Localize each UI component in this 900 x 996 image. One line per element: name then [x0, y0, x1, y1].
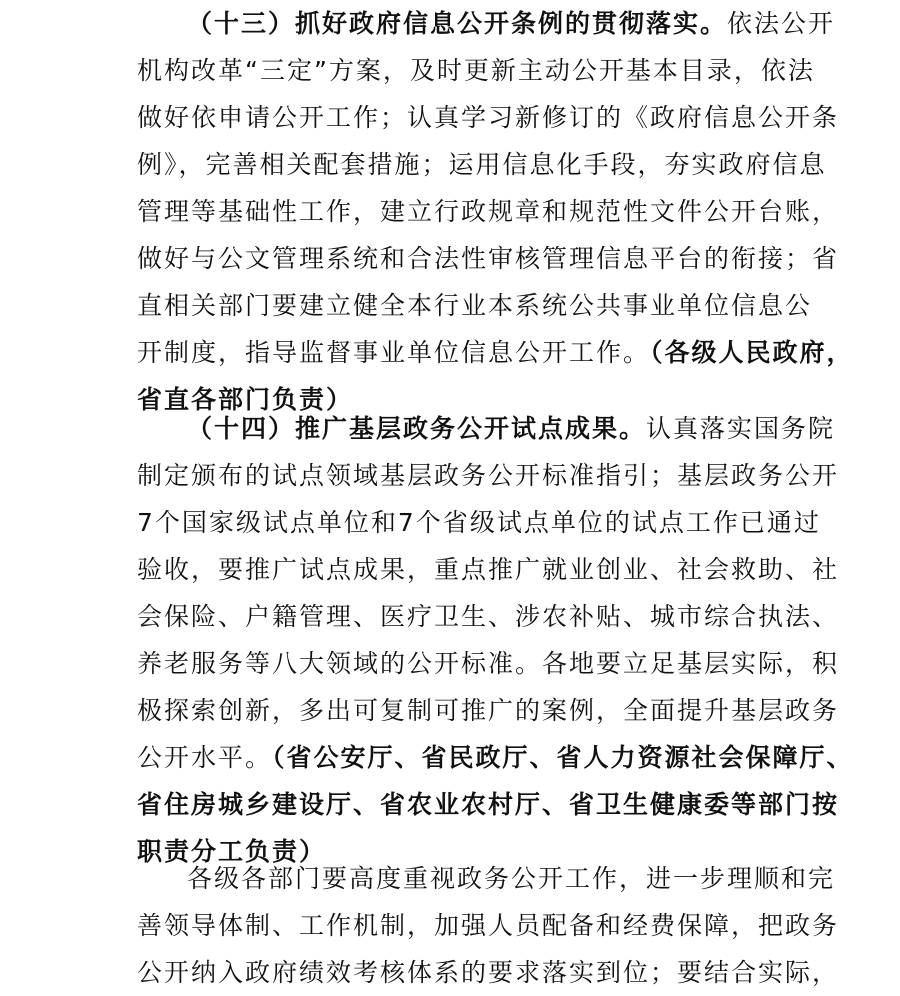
section-13-line-6: 做好与公文管理系统和合法性审核管理信息平台的衔接；省	[137, 244, 840, 273]
section-13-line-1-text: 依法公开	[727, 9, 836, 38]
section-14-line-5: 会保险、户籍管理、医疗卫生、涉农补贴、城市综合执法、	[137, 602, 840, 631]
closing-line-3: 公开纳入政府绩效考核体系的要求落实到位；要结合实际，	[137, 958, 840, 987]
section-14-line-6: 养老服务等八大领域的公开标准。各地要立足基层实际，积	[137, 649, 840, 678]
section-13-line-5: 管理等基础性工作，建立行政规章和规范性文件公开台账，	[137, 197, 840, 226]
section-13-line-8-text: 开制度，指导监督事业单位信息公开工作。	[137, 338, 651, 367]
closing-line-2: 善领导体制、工作机制，加强人员配备和经费保障，把政务	[137, 911, 840, 940]
section-13-responsibility-note: （各级人民政府，	[650, 338, 854, 367]
section-14-line-2: 制定颁布的试点领域基层政务公开标准指引；基层政务公开	[137, 461, 840, 490]
section-14-heading: （十四）推广基层政务公开试点成果。	[187, 414, 647, 443]
section-14-line-3: 7个国家级试点单位和7个省级试点单位的试点工作已通过	[137, 508, 821, 537]
section-14-line-1	[137, 405, 836, 452]
section-13-responsibility-note-end: 省直各部门负责）	[137, 385, 354, 414]
section-13-line-1	[137, 0, 836, 47]
closing-paragraph	[137, 855, 840, 996]
section-14-responsibility-note-line-3: 职责分工负责）	[137, 837, 327, 866]
section-14-responsibility-note: （省公安厅、省民政厅、省人力资源社会保障厅、	[272, 743, 854, 772]
closing-line-1: 各级各部门要高度重视政务公开工作，进一步理顺和完	[187, 864, 836, 893]
section-14-line-1-text: 认真落实国务院	[646, 414, 836, 443]
section-14-line-7: 极探索创新，多出可复制可推广的案例，全面提升基层政务	[137, 696, 840, 725]
section-14-line-8	[137, 734, 854, 781]
section-13-line-2: 机构改革“三定”方案，及时更新主动公开基本目录，依法	[137, 56, 815, 85]
section-14-line-4: 验收，要推广试点成果，重点推广就业创业、社会救助、社	[137, 555, 840, 584]
section-13-paragraph	[137, 0, 854, 423]
section-13-line-7: 直相关部门要建立健全本行业本系统公共事业单位信息公	[137, 291, 813, 320]
section-13-line-4: 例》，完善相关配套措施；运用信息化手段，夯实政府信息	[137, 150, 827, 179]
section-14-paragraph	[137, 405, 854, 875]
section-13-line-8	[137, 329, 854, 376]
section-13-heading: （十三）抓好政府信息公开条例的贯彻落实。	[187, 9, 728, 38]
section-14-line-8-text: 公开水平。	[137, 743, 273, 772]
section-14-responsibility-note-line-2: 省住房城乡建设厅、省农业农村厅、省卫生健康委等部门按	[137, 790, 840, 819]
section-13-line-3: 做好依申请公开工作；认真学习新修订的《政府信息公开条	[137, 103, 840, 132]
